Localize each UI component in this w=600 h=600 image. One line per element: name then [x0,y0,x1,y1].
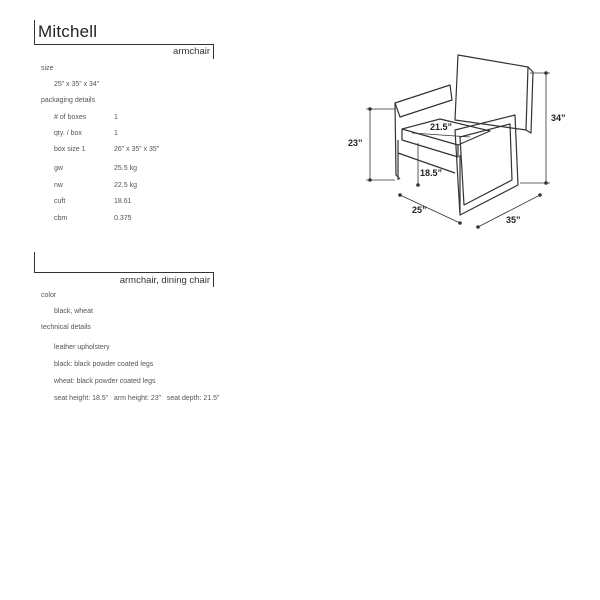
packaging-label: packaging details [41,97,96,104]
spec-row-label: gw [54,165,63,172]
section2-underline [34,272,214,273]
backrest [455,55,528,130]
technical-detail: leather upholstery [54,344,110,351]
title-divider-right [213,44,214,59]
title-underline [34,44,214,45]
technical-detail: seat height: 18.5” arm height: 23” seat depth: 21.5” [54,395,220,402]
section2-heading: armchair, dining chair [119,275,210,286]
spec-row-value: 1 [114,130,118,137]
dim-arm-height: 23” [348,138,363,148]
section2-divider-right [213,272,214,287]
product-name: Mitchell [38,22,98,41]
spec-row-label: cbm [54,215,68,222]
spec-row-value: 26” x 35” x 35” [114,146,160,153]
back-arm-frame [395,85,452,117]
spec-row-value: 0.375 [114,215,132,222]
spec-row-label: # of boxes [54,114,87,121]
technical-detail: black: black powder coated legs [54,361,154,368]
spec-row-label: nw [54,182,63,189]
spec-row-value: 25.5 kg [114,165,137,172]
dim-seat-depth: 21.5” [430,122,453,132]
dim-total-height: 34” [551,113,566,123]
dim-seat-height: 18.5” [420,168,443,178]
spec-row-value: 18.61 [114,198,132,205]
spec-row-value: 22.5 kg [114,182,137,189]
spec-row-label: box size 1 [54,146,86,153]
dim-width: 35” [506,215,521,225]
technical-detail: wheat: black powder coated legs [54,378,156,385]
size-value: 25” x 35” x 34” [54,81,100,88]
spec-row-label: cuft [54,198,66,205]
technical-label: technical details [41,324,91,331]
armchair-dimension-diagram [340,45,580,245]
title-divider-left [34,20,35,44]
spec-row-value: 1 [114,114,118,121]
product-category: armchair [173,46,210,57]
section2-divider-left [34,252,35,272]
dim-depth: 25” [412,205,427,215]
color-label: color [41,292,57,299]
spec-row-label: qty. / box [54,130,82,137]
size-label: size [41,65,54,72]
color-value: black, wheat [54,308,93,315]
